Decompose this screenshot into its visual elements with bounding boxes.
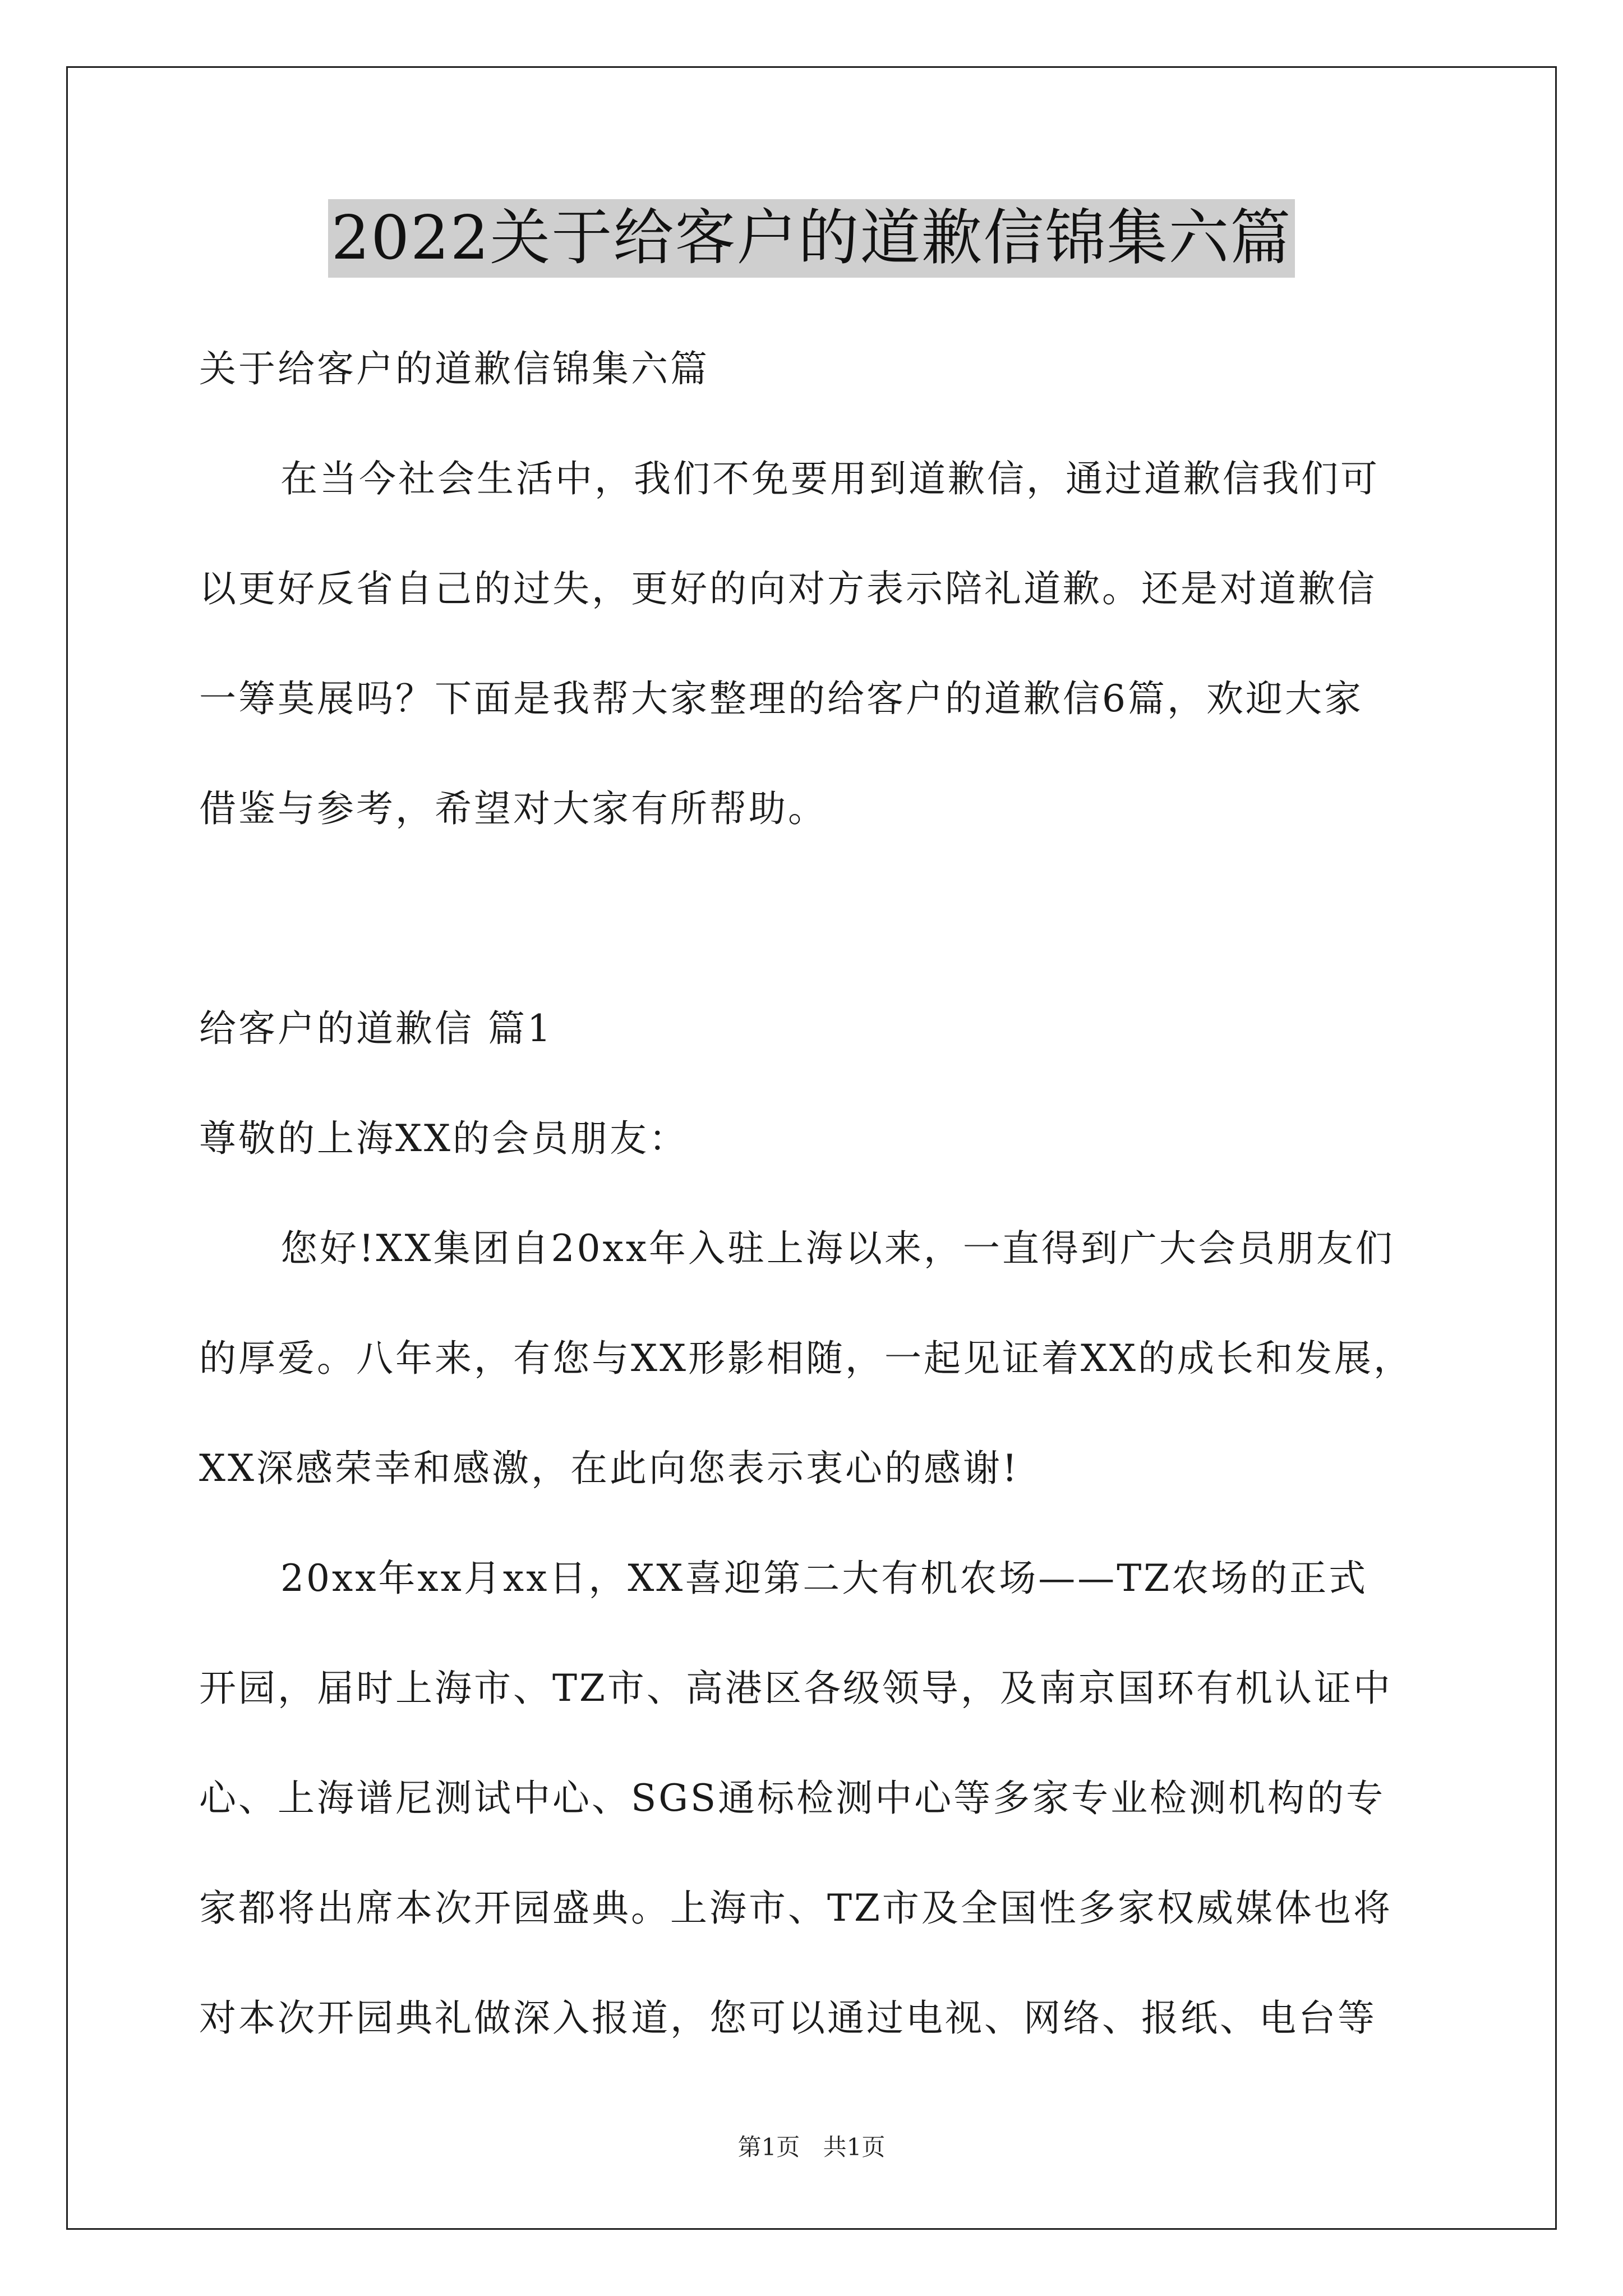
paragraph-line: XX深感荣幸和感激，在此向您表示衷心的感谢! (199, 1447, 1020, 1490)
intro-line: 借鉴与参考，希望对大家有所帮助。 (199, 787, 827, 830)
paragraph-line: 对本次开园典礼做深入报道，您可以通过电视、网络、报纸、电台等 (199, 1996, 1377, 2040)
page-total: 共1页 (823, 2133, 886, 2161)
section-heading: 给客户的道歉信 篇1 (199, 1007, 553, 1050)
intro-line: 在当今社会生活中，我们不免要用到道歉信，通过道歉信我们可 (280, 457, 1380, 500)
paragraph-gap (199, 864, 1433, 974)
page-footer (0, 2129, 1623, 2162)
paragraph-line: 家都将出席本次开园盛典。上海市、TZ市及全国性多家权威媒体也将 (199, 1887, 1393, 1930)
paragraph-line: 开园，届时上海市、TZ市、高港区各级领导，及南京国环有机认证中 (199, 1667, 1393, 1710)
intro-line: 以更好反省自己的过失，更好的向对方表示陪礼道歉。还是对道歉信 (199, 567, 1377, 610)
paragraph-line: 您好!XX集团自20xx年入驻上海以来，一直得到广大会员朋友们 (280, 1227, 1395, 1270)
paragraph-line: 心、上海谱尼测试中心、SGS通标检测中心等多家专业检测机构的专 (199, 1777, 1386, 1820)
paragraph-line: 的厚爱。八年来，有您与XX形影相随，一起见证着XX的成长和发展， (199, 1337, 1413, 1380)
title-container (0, 199, 1623, 278)
salutation: 尊敬的上海XX的会员朋友： (199, 1117, 688, 1160)
paragraph-line: 20xx年xx月xx日，XX喜迎第二大有机农场——TZ农场的正式 (280, 1557, 1368, 1600)
document-subtitle: 关于给客户的道歉信锦集六篇 (199, 347, 709, 390)
document-title: 2022关于给客户的道歉信锦集六篇 (328, 199, 1295, 278)
intro-line: 一筹莫展吗？下面是我帮大家整理的给客户的道歉信6篇，欢迎大家 (199, 677, 1363, 720)
document-body (199, 314, 1433, 2073)
page-number: 第1页 (737, 2133, 800, 2161)
